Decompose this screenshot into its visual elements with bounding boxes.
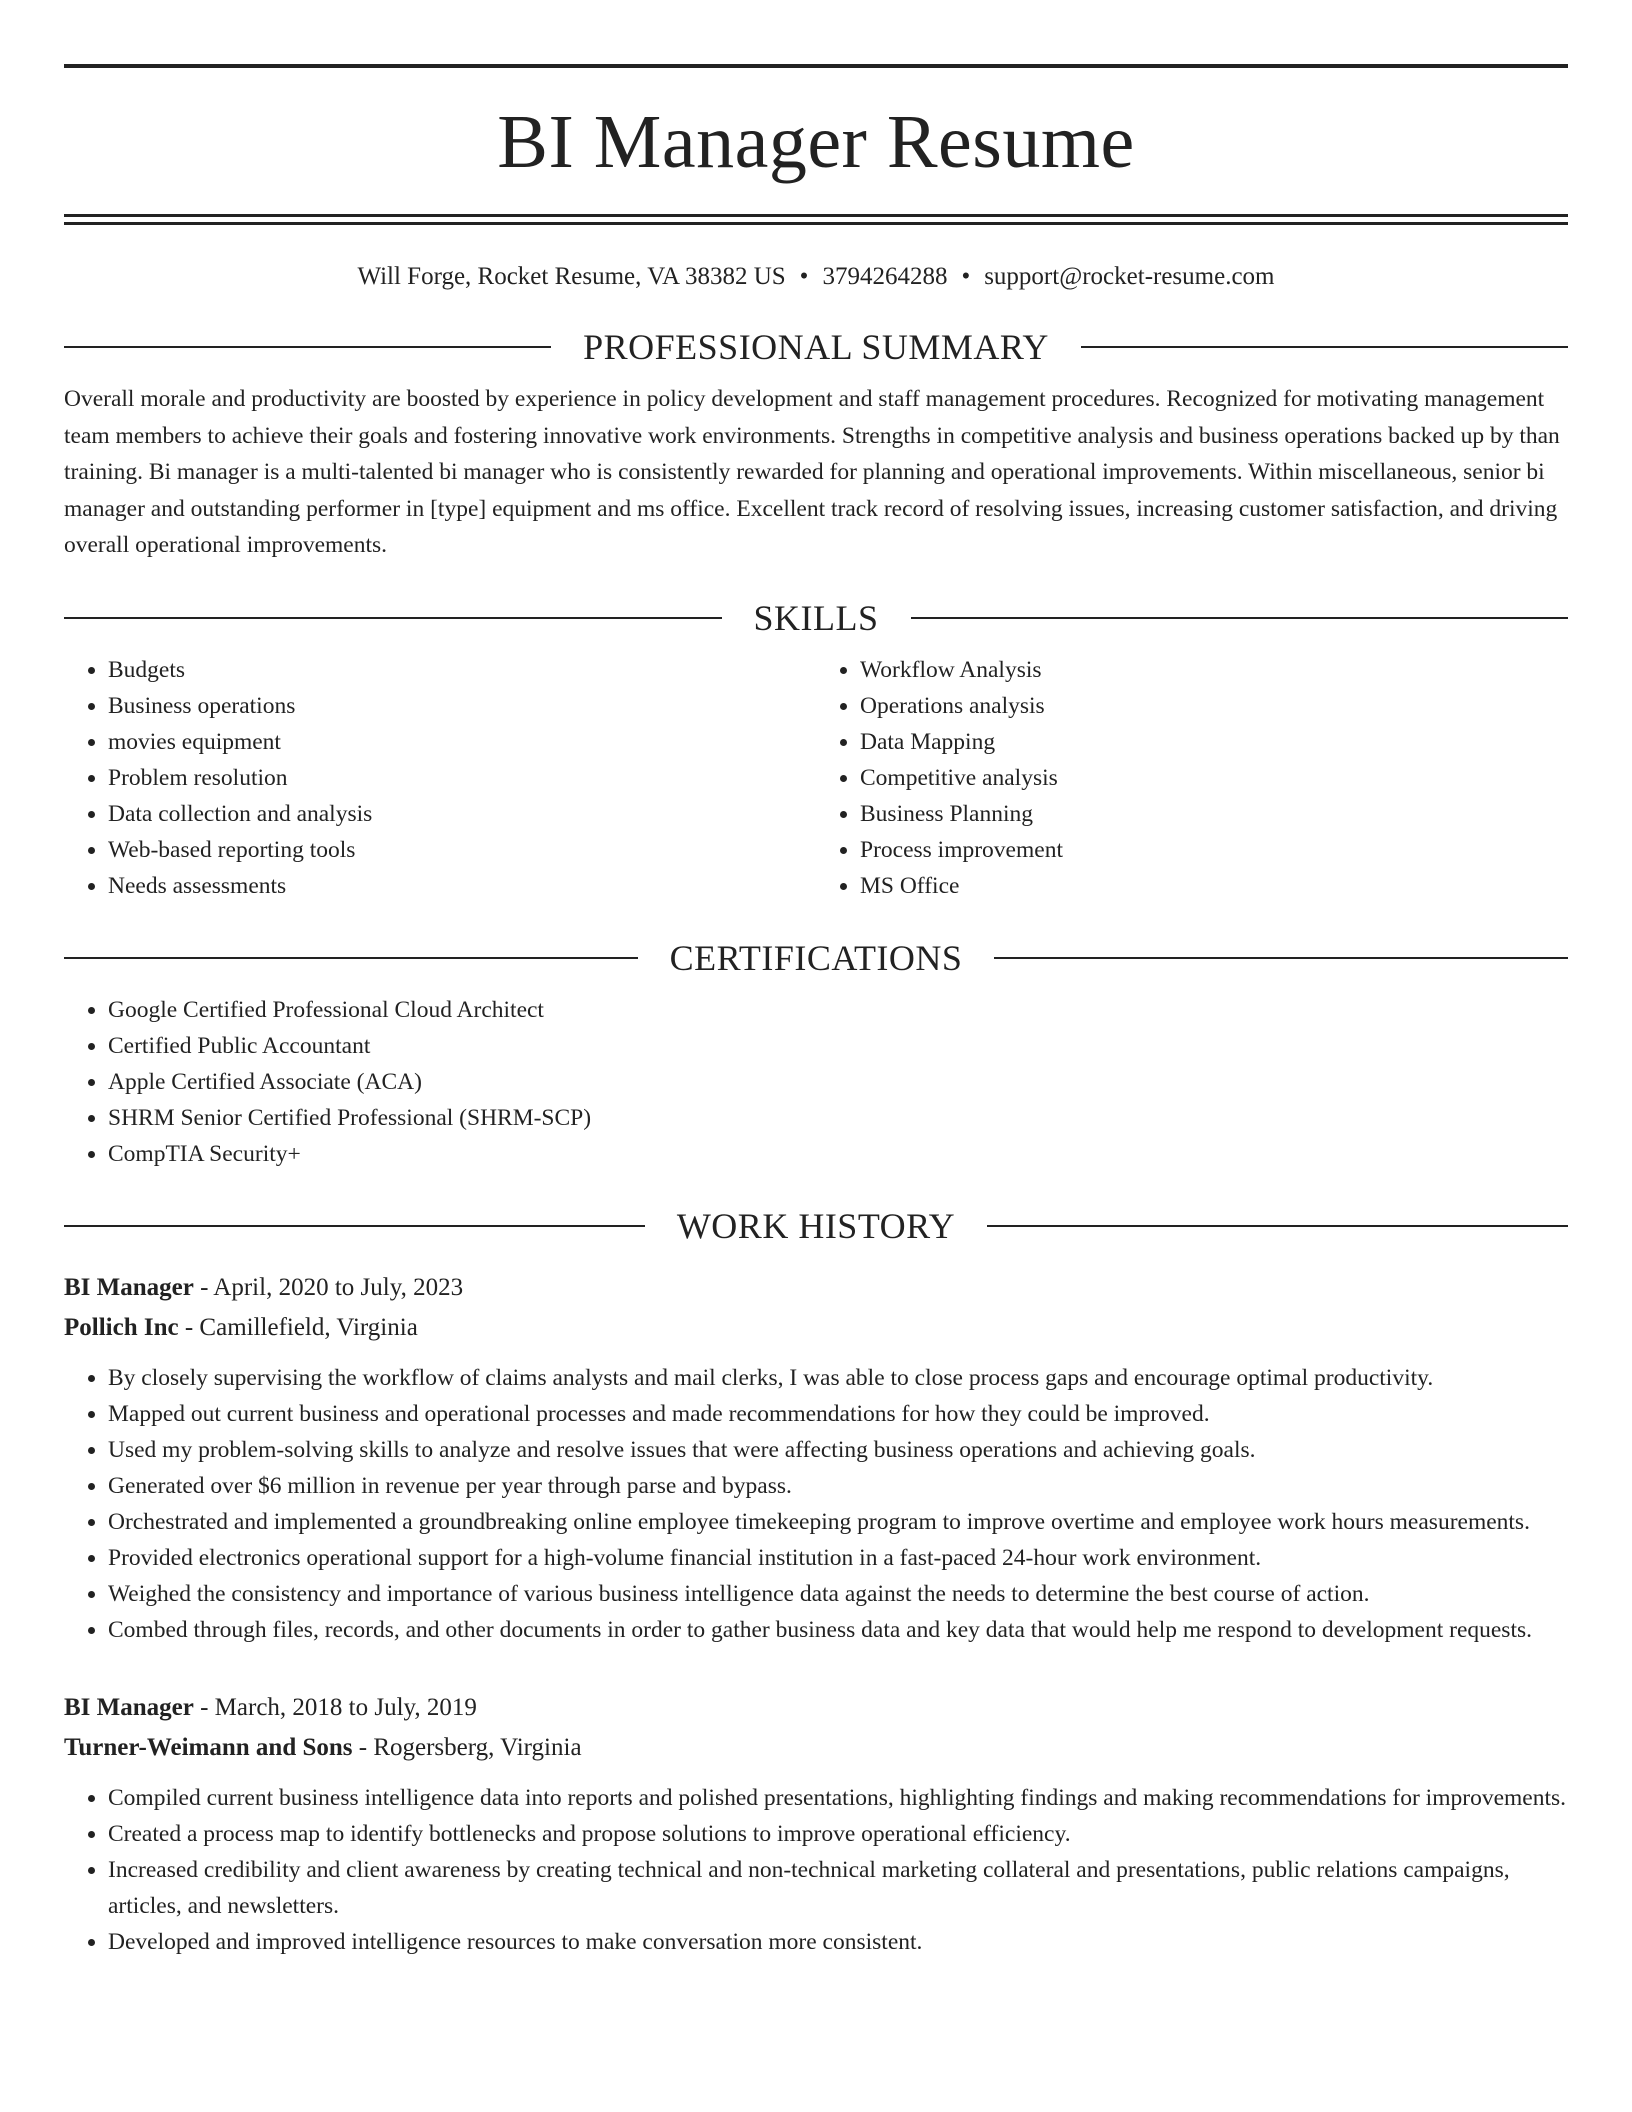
skill-item: • Budgets [108, 652, 816, 688]
title-double-rule [64, 214, 1568, 225]
job-company-line [64, 1728, 1568, 1768]
summary-section-header [64, 327, 1568, 367]
job-company: Pollich Inc [64, 1313, 179, 1341]
summary-text: Overall morale and productivity are boosted by experience in policy development and staff management procedures. Recognized for motivating management team members to achieve their goals and fostering innovative work environments. Strengths in competitive analysis and business operations backed up by than training. Bi manager is a multi-talented bi manager who is consistently rewarded for planning and operational improvements. Within miscellaneous, senior bi manager and outstanding performer in [type] equipment and ms office. Excellent track record of resolving issues, increasing customer satisfaction, and driving overall operational improvements. [64, 386, 1560, 558]
contact-phone: 3794264288 [822, 263, 948, 290]
job-bullet: • Developed and improved intelligence resources to make conversation more consistent. [108, 1924, 1568, 1960]
job-bullet: • Generated over $6 million in revenue per year through parse and bypass. [108, 1468, 1568, 1504]
certification-item: • CompTIA Security+ [108, 1136, 1568, 1172]
skill-item: • Process improvement [860, 832, 1568, 868]
job-bullet: • Weighed the consistency and importance of various business intelligence data against the needs to determine the best course of action. [108, 1576, 1568, 1612]
job-bullet: • Provided electronics operational support for a high-volume financial institution in a fast-paced 24-hour work environment. [108, 1540, 1568, 1576]
job-location: - Camillefield, Virginia [178, 1313, 418, 1341]
job-bullet-list [64, 1780, 1568, 1960]
job-bullet: • By closely supervising the workflow of claims analysts and mail clerks, I was able to close process gaps and encourage optimal productivity. [108, 1360, 1568, 1396]
contact-separator: • [799, 263, 809, 290]
skill-item: • MS Office [860, 868, 1568, 904]
divider-line [1081, 346, 1568, 348]
job-dates: - March, 2018 to July, 2019 [193, 1693, 477, 1721]
certifications-list [64, 992, 1568, 1172]
job-bullet: • Mapped out current business and operational processes and made recommendations for how they could be improved. [108, 1396, 1568, 1432]
contact-separator: • [961, 263, 971, 290]
contact-address: Will Forge, Rocket Resume, VA 38382 US [357, 263, 786, 290]
work-history-section-header [64, 1206, 1568, 1246]
skill-item: • Business operations [108, 688, 816, 724]
job-company: Turner-Weimann and Sons [64, 1733, 353, 1761]
job-title-line [64, 1688, 1568, 1728]
skill-item: • movies equipment [108, 724, 816, 760]
skills-columns [64, 652, 1568, 904]
skills-right-list [816, 652, 1568, 904]
skill-item: • Problem resolution [108, 760, 816, 796]
divider-line [64, 957, 638, 959]
certification-item: • Apple Certified Associate (ACA) [108, 1064, 1568, 1100]
skills-heading: SKILLS [753, 597, 879, 638]
skill-item: • Operations analysis [860, 688, 1568, 724]
job-title: BI Manager [64, 1693, 194, 1721]
skill-item: • Data collection and analysis [108, 796, 816, 832]
skill-item: • Data Mapping [860, 724, 1568, 760]
work-history-heading: WORK HISTORY [676, 1205, 956, 1246]
job-dates: - April, 2020 to July, 2023 [193, 1273, 464, 1301]
job-location: - Rogersberg, Virginia [352, 1733, 582, 1761]
divider-line [911, 617, 1569, 619]
job-bullet: • Combed through files, records, and other documents in order to gather business data and key data that would help me respond to development requests. [108, 1612, 1568, 1648]
resume-content [64, 64, 1568, 1960]
job-entry [64, 1688, 1568, 1960]
page-title: BI Manager Resume [497, 100, 1135, 184]
job-bullet-list [64, 1360, 1568, 1648]
skills-section-header [64, 598, 1568, 638]
summary-heading: PROFESSIONAL SUMMARY [583, 327, 1049, 367]
divider-line [994, 957, 1568, 959]
job-title-line [64, 1268, 1568, 1308]
certification-item: • SHRM Senior Certified Professional (SHRM-SCP) [108, 1100, 1568, 1136]
divider-line [64, 1225, 645, 1227]
certification-item: • Google Certified Professional Cloud Architect [108, 992, 1568, 1028]
skill-item: • Business Planning [860, 796, 1568, 832]
job-bullet: • Increased credibility and client awareness by creating technical and non-technical marketing collateral and presentations, public relations campaigns, articles, and newsletters. [108, 1852, 1568, 1924]
divider-line [64, 617, 722, 619]
skill-item: • Needs assessments [108, 868, 816, 904]
certifications-section-header [64, 938, 1568, 978]
skill-item: • Competitive analysis [860, 760, 1568, 796]
job-bullet: • Used my problem-solving skills to analyze and resolve issues that were affecting business operations and achieving goals. [108, 1432, 1568, 1468]
contact-email: support@rocket-resume.com [984, 263, 1275, 290]
contact-line [64, 261, 1568, 293]
certification-item: • Certified Public Accountant [108, 1028, 1568, 1064]
skills-left-list [64, 652, 816, 904]
top-rule [64, 64, 1568, 68]
skill-item: • Web-based reporting tools [108, 832, 816, 868]
job-bullet: • Compiled current business intelligence data into reports and polished presentations, highlighting findings and making recommendations for improvements. [108, 1780, 1568, 1816]
skill-item: • Workflow Analysis [860, 652, 1568, 688]
job-entry [64, 1268, 1568, 1648]
job-bullet: • Created a process map to identify bottlenecks and propose solutions to improve operational efficiency. [108, 1816, 1568, 1852]
divider-line [64, 346, 551, 348]
certifications-heading: CERTIFICATIONS [669, 937, 963, 978]
divider-line [987, 1225, 1568, 1227]
job-bullet: • Orchestrated and implemented a groundbreaking online employee timekeeping program to improve overtime and employee work hours measurements. [108, 1504, 1568, 1540]
job-company-line [64, 1308, 1568, 1348]
job-title: BI Manager [64, 1273, 194, 1301]
